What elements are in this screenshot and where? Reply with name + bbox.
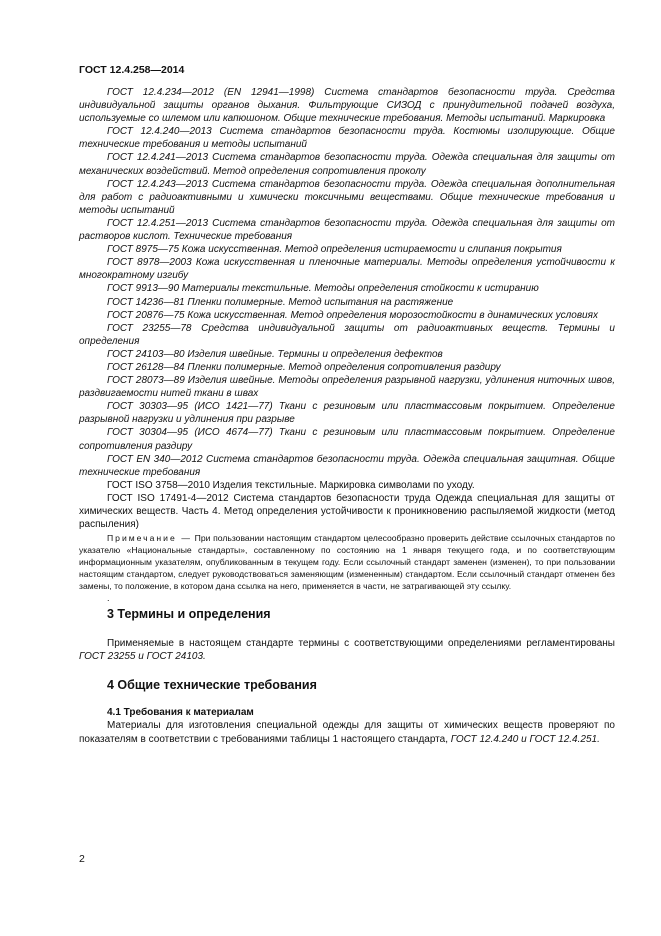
reference-entry: ГОСТ 9913—90 Материалы текстильные. Методы определения стойкости к истиранию	[107, 283, 539, 295]
reference-entry: ГОСТ 12.4.240—2013 Система стандартов безопасности труда. Костюмы изолирующие. Общие технические требования и методы испытаний	[79, 126, 615, 151]
reference-entry: ГОСТ 23255—78 Средства индивидуальной защиты от радиоактивных веществ. Термины и определения	[79, 322, 615, 347]
reference-entry: ГОСТ 12.4.243—2013 Система стандартов безопасности труда. Одежда специальная дополнительная для работ с радиоактивными и химически токсичными веществами. Общие технические требования и методы испытаний	[79, 178, 615, 216]
reference-entry: ГОСТ ISO 3758—2010 Изделия текстильные. Маркировка символами по уходу.	[107, 479, 475, 491]
reference-entry: ГОСТ EN 340—2012 Система стандартов безопасности труда. Одежда специальная защитная. Общие технические требования	[79, 453, 615, 478]
reference-entry: ГОСТ ISO 17491-4—2012 Система стандартов безопасности труда Одежда специальная для защиты от химических веществ. Часть 4. Метод определения устойчивости к проникновению распыляемой жидкости (метод распыления)	[79, 492, 615, 531]
reference-entry: ГОСТ 28073—89 Изделия швейные. Методы определения разрывной нагрузки, удлинения ниточных швов, раздвигаемости нитей ткани в швах	[79, 375, 615, 400]
reference-entry: ГОСТ 8978—2003 Кожа искусственная и пленочные материалы. Методы определения устойчивости к многократному изгибу	[79, 257, 615, 282]
section-4-title: 4 Общие технические требования	[107, 678, 317, 693]
reference-entry: ГОСТ 14236—81 Пленки полимерные. Метод испытания на растяжение	[107, 296, 454, 308]
section-3-title: 3 Термины и определения	[107, 607, 271, 622]
reference-entry: ГОСТ 24103—80 Изделия швейные. Термины и определения дефектов	[107, 348, 443, 360]
reference-entry: ГОСТ 12.4.234—2012 (EN 12941—1998) Система стандартов безопасности труда. Средства индивидуальной защиты органов дыхания. Фильтрующие СИЗОД с принудительной подачей воздуха, используемые со шлемом или капюшоном. Общие технические требования. Методы испытаний. Маркировка	[79, 87, 615, 125]
running-header: ГОСТ 12.4.258—2014	[79, 64, 185, 76]
reference-entry: ГОСТ 8975—75 Кожа искусственная. Метод определения истираемости и слипания покрытия	[107, 244, 562, 256]
reference-entry: ГОСТ 30303—95 (ИСО 1421—77) Ткани с резиновым или пластмассовым покрытием. Определение разрывной нагрузки и удлинения при разрыве	[79, 401, 615, 426]
reference-entry: ГОСТ 30304—95 (ИСО 4674—77) Ткани с резиновым или пластмассовым покрытием. Определение сопротивления раздиру	[79, 427, 615, 452]
reference-entry: ГОСТ 26128—84 Пленки полимерные. Метод определения сопротивления раздиру	[107, 361, 501, 373]
note-lead: Примечание —	[107, 533, 192, 544]
reference-entry: ГОСТ 20876—75 Кожа искусственная. Метод определения морозостойкости в динамических условиях	[107, 309, 598, 321]
subsection-4-1-title: 4.1 Требования к материалам	[107, 707, 254, 719]
section-3-paragraph	[79, 637, 615, 663]
reference-entry: ГОСТ 12.4.251—2013 Система стандартов безопасности труда. Одежда специальная для защиты от растворов кислот. Технические требования	[79, 217, 615, 243]
page-number: 2	[79, 853, 85, 865]
subsection-4-1-paragraph	[79, 719, 615, 745]
note-text: При пользовании настоящим стандартом целесообразно проверить действие ссылочных стандартов по указателю «Национальные стандарты», составленному по состоянию на 1 января текущего года, и по соответствующим информационным указателям, опубликованным в текущем году. Если ссылочный стандарт заменен (изменен), то при пользовании настоящим стандартом, следует руководствоваться заменяющим (измененным) стандартом. Если ссылочный стандарт отменен без замены, то положение, в котором дана ссылка на него, применяется в части, не затрагивающей эту ссылку.	[79, 533, 615, 592]
section-3-refs: ГОСТ 23255 и ГОСТ 24103.	[79, 651, 206, 663]
document-body	[79, 86, 615, 746]
stray-dot: .	[107, 593, 110, 604]
reference-entry: ГОСТ 12.4.241—2013 Система стандартов безопасности труда. Одежда специальная для защиты от механических воздействий. Метод определения сопротивления проколу	[79, 152, 615, 177]
section-3-text: Применяемые в настоящем стандарте термины с соответствующими определениями регламентированы	[107, 638, 615, 650]
subsection-4-1-text: Материалы для изготовления специальной одежды для защиты от химических веществ проверяют по показателям в соответствии с требованиями таблицы 1 настоящего стандарта,	[79, 720, 615, 745]
references-note	[79, 532, 615, 592]
subsection-4-1-refs: ГОСТ 12.4.240 и ГОСТ 12.4.251.	[450, 733, 600, 745]
normative-references-list	[79, 86, 615, 531]
